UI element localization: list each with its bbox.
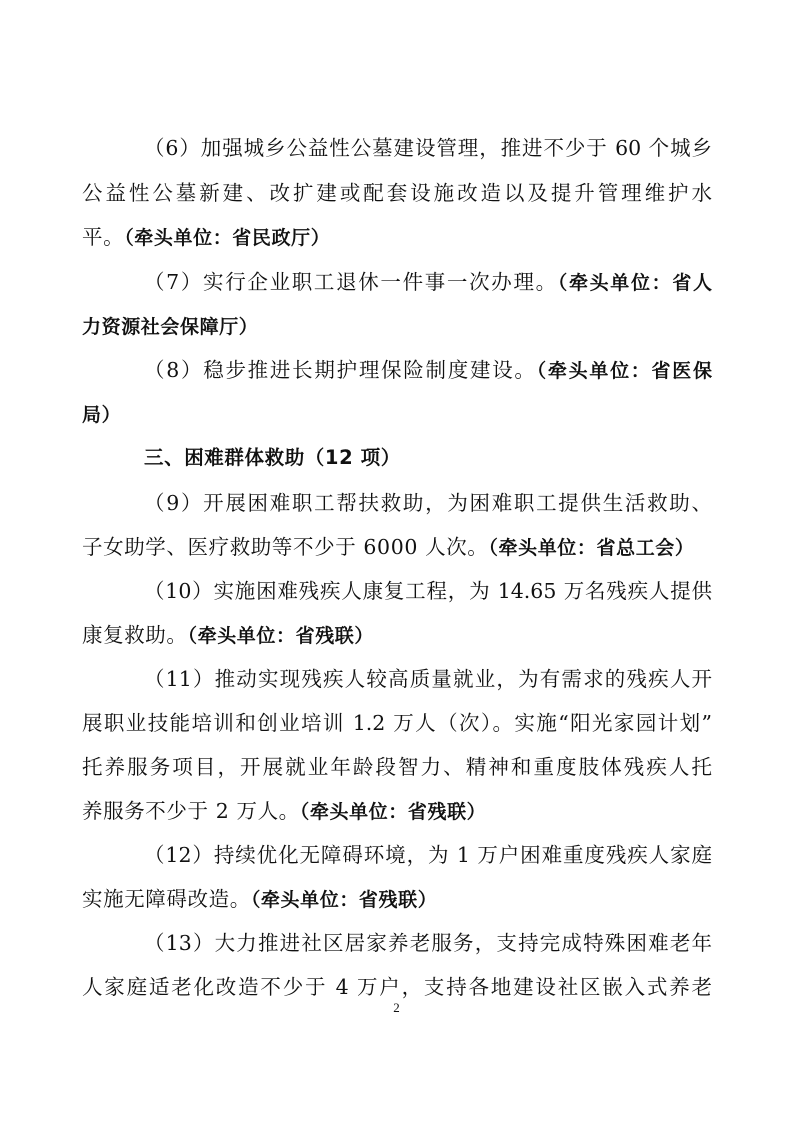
text-line: [82, 615, 374, 655]
section-heading: 三、困难群体救助（12 项）: [144, 446, 401, 469]
text-line: 托养服务项目，开展就业年龄段智力、精神和重度肢体残疾人托: [82, 755, 712, 779]
lead-unit: （牵头单位：省人: [557, 272, 712, 294]
line-text: （8）稳步推进长期护理保险制度建设。: [144, 358, 537, 382]
line-text: 平。: [82, 225, 125, 249]
lead-unit: （牵头单位：省总工会）: [488, 537, 695, 559]
lead-unit: （牵头单位：省残联）: [250, 889, 438, 911]
text-line: [144, 350, 712, 390]
line-text: （7）实行企业职工退休一件事一次办理。: [144, 270, 558, 294]
text-line: （10）实施困难残疾人康复工程，为 14.65 万名残疾人提供: [144, 579, 712, 603]
text-line: [82, 879, 437, 919]
text-line: 人家庭适老化改造不少于 4 万户，支持各地建设社区嵌入式养老: [82, 975, 712, 999]
text-line: [82, 527, 695, 567]
lead-unit: （牵头单位：省残联）: [187, 625, 375, 647]
text-line: [82, 394, 121, 434]
page-number: 2: [393, 1000, 400, 1015]
lead-unit: （牵头单位：省医保: [536, 360, 712, 382]
text-line: （6）加强城乡公益性公墓建设管理，推进不少于 60 个城乡: [144, 136, 712, 160]
text-line: 展职业技能培训和创业培训 1.2 万人（次）。实施“阳光家园计划”: [82, 711, 712, 735]
text-line: [82, 306, 258, 346]
line-text: 养服务不少于 2 万人。: [82, 799, 300, 823]
line-text: 子女助学、医疗救助等不少于 6000 人次。: [82, 535, 489, 559]
lead-unit: 力资源社会保障厅）: [82, 316, 259, 338]
text-line: （12）持续优化无障碍环境，为 1 万户困难重度残疾人家庭: [144, 843, 712, 867]
text-line: （11）推动实现残疾人较高质量就业，为有需求的残疾人开: [144, 667, 712, 691]
text-line: [144, 262, 712, 302]
text-line: （13）大力推进社区居家养老服务，支持完成特殊困难老年: [144, 931, 712, 955]
text-line: （9）开展困难职工帮扶救助，为困难职工提供生活救助、: [144, 491, 712, 515]
lead-unit: （牵头单位：省残联）: [299, 801, 487, 823]
lead-unit: （牵头单位：省民政厅）: [124, 227, 331, 249]
text-line: 公益性公墓新建、改扩建或配套设施改造以及提升管理维护水: [82, 181, 712, 205]
line-text: 康复救助。: [82, 623, 188, 647]
lead-unit: 局）: [82, 404, 122, 426]
text-line: [82, 791, 486, 831]
line-text: 实施无障碍改造。: [82, 887, 251, 911]
text-line: [82, 217, 330, 257]
